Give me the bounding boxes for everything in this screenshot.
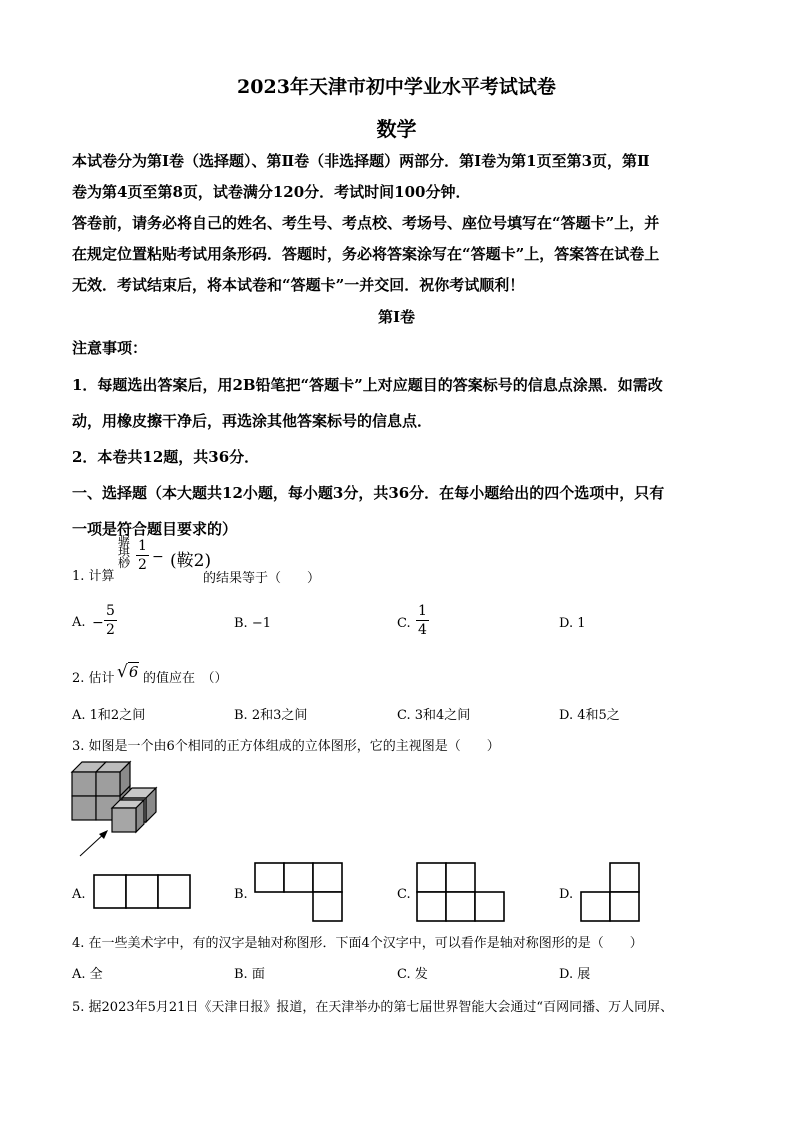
note-line: 2．本卷共12题，共36分． — [72, 448, 260, 466]
q4-option-a: A. 全 — [72, 967, 103, 982]
q1-fraction — [136, 539, 149, 572]
q3-cube-figure — [70, 758, 170, 860]
section-heading: 一、选择题（本大题共12小题，每小题3分，共36分．在每小题给出的四个选项中，只有 — [72, 484, 665, 502]
q3-option-d-figure — [579, 862, 641, 922]
volume-title: 第Ⅰ卷 — [377, 308, 416, 326]
q2-prefix: 2. 估计 — [72, 671, 115, 686]
q2-sqrt — [117, 662, 139, 682]
q1-option-a-sign: − — [92, 615, 104, 631]
q3-text: 3. 如图是一个由6个相同的正方体组成的立体图形，它的主视图是（ ） — [72, 739, 500, 754]
q3-option-c-figure — [416, 862, 506, 922]
note-line: 1．每题选出答案后，用2B铅笔把“答题卡”上对应题目的答案标号的信息点涂黑．如需改 — [72, 376, 663, 394]
q1-c-num: 1 — [418, 603, 427, 619]
q2-radicand: 6 — [128, 663, 139, 681]
q1-option-b: B. −1 — [234, 616, 271, 631]
q4-option-d: D. 展 — [559, 967, 591, 982]
notes-list — [72, 367, 724, 547]
q3-option-a-figure — [93, 874, 192, 910]
q1-option-a-fraction — [104, 604, 117, 637]
intro-line: 在规定位置粘贴考试用条形码．答题时，务必将答案涂写在“答题卡”上，答案答在试卷上 — [72, 245, 660, 263]
q1-frac-den: 2 — [138, 557, 147, 573]
q3-option-d-label: D. — [559, 887, 574, 902]
q1-frac-num: 1 — [138, 538, 147, 554]
section-heading: 一项是符合题目要求的） — [72, 520, 238, 538]
intro-paragraph — [72, 146, 724, 301]
q1-minus: − — [152, 549, 164, 565]
q1-a-num: 5 — [106, 603, 115, 619]
notes-block — [72, 333, 724, 364]
q4-option-b: B. 面 — [234, 967, 265, 982]
q3-option-a-label: A. — [72, 887, 86, 902]
q4-option-c: C. 发 — [397, 967, 428, 982]
q2-option-b: B. 2和3之间 — [234, 708, 308, 723]
q2-option-c: C. 3和4之间 — [397, 708, 471, 723]
subject-title: 数学 — [376, 117, 417, 141]
q5-text: 5. 据2023年5月21日《天津日报》报道，在天津举办的第七届世界智能大会通过“百网同播、万人同屏、 — [72, 1000, 674, 1015]
q1-suffix: 的结果等于（ ） — [203, 571, 321, 586]
q1-paren: (鞍2) — [170, 551, 212, 571]
q2-option-a: A. 1和2之间 — [72, 708, 146, 723]
q2-suffix: 的值应在 （） — [143, 671, 228, 686]
exam-title: 2023年天津市初中学业水平考试试卷 — [237, 76, 556, 98]
intro-line: 卷为第4页至第8页，试卷满分120分．考试时间100分钟． — [72, 183, 471, 201]
q1-a-den: 2 — [106, 622, 115, 638]
intro-line: 无效．考试结束后，将本试卷和“答题卡”一并交回．祝你考试顺利！ — [72, 276, 525, 294]
q1-option-c-label: C. — [397, 616, 411, 631]
q3-option-b-figure — [254, 862, 344, 922]
note-line: 动，用橡皮擦干净后，再选涂其他答案标号的信息点． — [72, 412, 433, 430]
q1-prefix: 1. 计算 — [72, 569, 115, 584]
q2-option-d: D. 4和5之 — [559, 708, 620, 723]
q1-c-den: 4 — [418, 622, 427, 638]
q1-option-a-label: A. — [72, 615, 86, 630]
q1-option-d: D. 1 — [559, 616, 586, 631]
q1-option-c-fraction — [416, 604, 429, 637]
q4-text: 4. 在一些美术字中，有的汉字是轴对称图形．下面4个汉字中，可以看作是轴对称图形的是（ ） — [72, 936, 643, 951]
q1-garbled-glyphs: 骣 琪 桫 — [118, 534, 131, 570]
sqrt-icon: √ — [117, 662, 128, 682]
q3-option-c-label: C. — [397, 887, 411, 902]
q3-option-b-label: B. — [234, 887, 248, 902]
intro-line: 本试卷分为第Ⅰ卷（选择题）、第Ⅱ卷（非选择题）两部分．第Ⅰ卷为第1页至第3页，第Ⅱ — [72, 152, 650, 170]
intro-line: 答卷前，请务必将自己的姓名、考生号、考点校、考场号、座位号填写在“答题卡”上，并 — [72, 214, 660, 232]
notes-heading: 注意事项： — [72, 339, 148, 357]
